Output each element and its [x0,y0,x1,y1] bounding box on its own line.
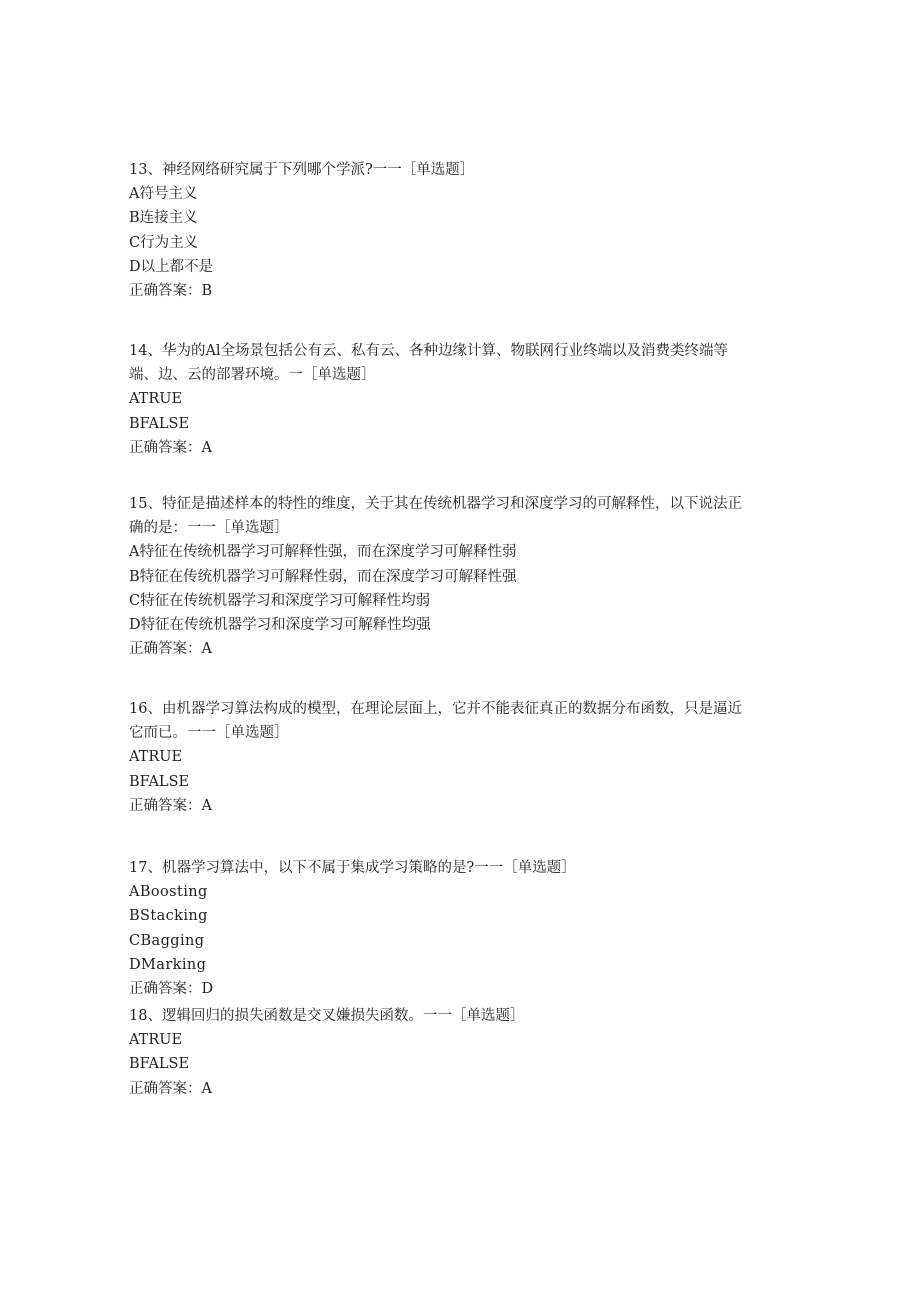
correct-answer: 正确答案：A [129,797,212,814]
option-a: ATRUE [129,1032,183,1049]
question-stem-line-1: 14、华为的Al全场景包括公有云、私有云、各种边缘计算、物联网行业终端以及消费类终端等 [129,343,729,359]
option-b: BFALSE [129,415,190,432]
question-stem: 17、机器学习算法中，以下不属于集成学习策略的是?一一［单选题］ [129,860,576,876]
option-d: D以上都不是 [129,258,214,275]
question-14 [129,339,789,460]
question-stem-line-1: 15、特征是描述样本的特性的维度，关于其在传统机器学习和深度学习的可解释性，以下说法正 [129,496,742,512]
question-17 [129,856,789,1001]
question-stem-line-2: 它而已。一一［单选题］ [129,725,289,742]
correct-answer: 正确答案：B [129,283,213,300]
question-16 [129,697,789,818]
question-stem-line-2: 确的是：一一［单选题］ [129,520,289,537]
question-stem-line-1: 16、由机器学习算法构成的模型，在理论层面上，它并不能表征真正的数据分布函数，只是逼近 [129,701,742,717]
option-a: ABoosting [129,884,208,901]
option-b: BFALSE [129,1056,190,1073]
option-b: B特征在传统机器学习可解释性弱，而在深度学习可解释性强 [129,568,517,585]
correct-answer: 正确答案：A [129,439,212,456]
option-b: BStacking [129,908,208,925]
correct-answer: 正确答案：D [129,981,214,998]
question-stem: 13、神经网络研究属于下列哪个学派?一一［单选题］ [129,162,475,178]
option-c: C行为主义 [129,234,199,251]
option-d: D特征在传统机器学习和深度学习可解释性均强 [129,617,431,634]
correct-answer: 正确答案：A [129,641,212,658]
question-15 [129,492,789,661]
question-18 [129,1004,789,1101]
correct-answer: 正确答案：A [129,1080,212,1097]
question-13 [129,158,789,303]
option-a: A特征在传统机器学习可解释性强，而在深度学习可解释性弱 [129,544,517,561]
question-stem-line-2: 端、边、云的部署环境。一［单选题］ [129,367,376,384]
option-a: ATRUE [129,749,183,766]
option-b: B连接主义 [129,210,198,227]
option-b: BFALSE [129,773,190,790]
option-c: C特征在传统机器学习和深度学习可解释性均弱 [129,592,431,609]
option-a: A符号主义 [129,186,198,203]
question-stem: 18、逻辑回归的损失函数是交叉嫌损失函数。一一［单选题］ [129,1008,525,1024]
option-a: ATRUE [129,391,183,408]
option-d: DMarking [129,956,207,973]
option-c: CBagging [129,932,205,949]
